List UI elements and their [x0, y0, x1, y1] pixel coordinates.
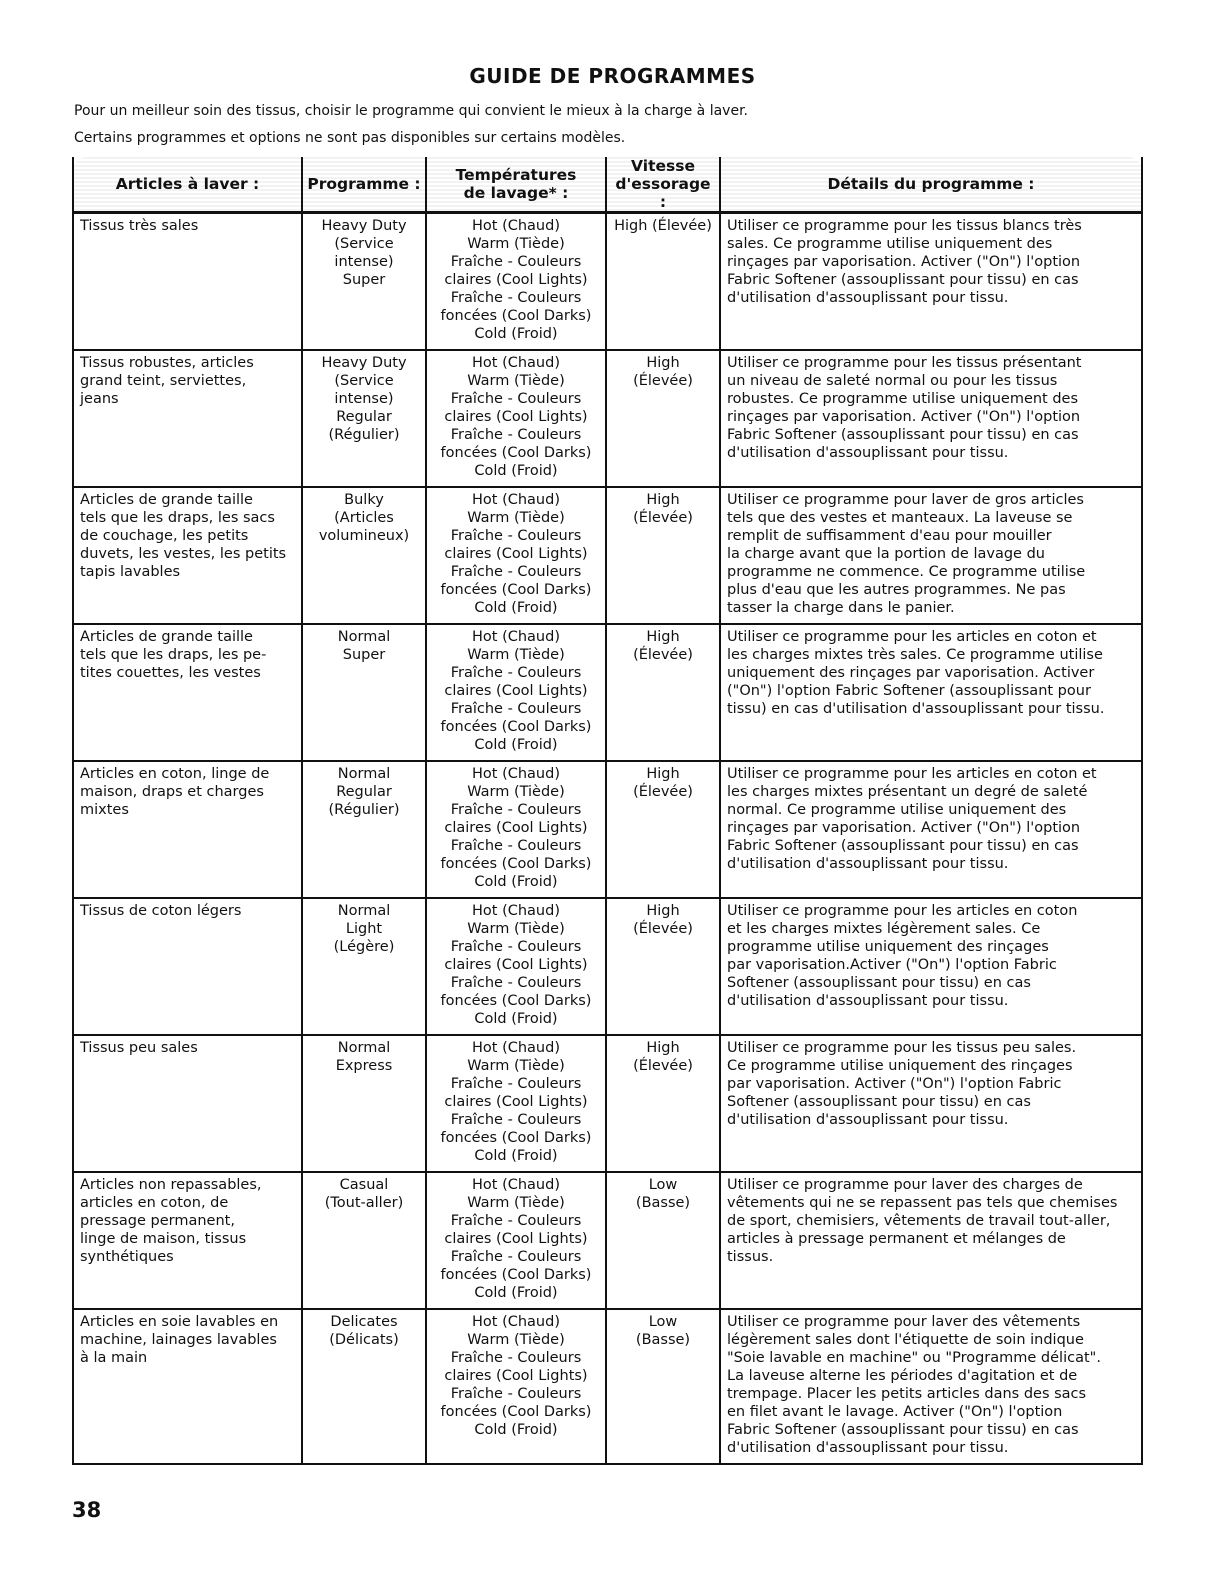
cell-details: Utiliser ce programme pour laver de gros articles tels que des vestes et manteaux. La laveuse se remplit de suffisamment d'eau pour mouiller la charge avant que la portion de lavage du programme ne commence. Ce programme utilise plus d'eau que les autres programmes. Ne pas tasser la charge dans le panier. [720, 487, 1142, 624]
cell-temperature: Hot (Chaud) Warm (Tiède) Fraîche - Couleurs claires (Cool Lights) Fraîche - Couleurs foncées (Cool Darks) Cold (Froid) [426, 350, 606, 487]
cell-details: Utiliser ce programme pour les articles en coton et les charges mixtes légèrement sales. Ce programme utilise uniquement des rinçages par vaporisation.Activer ("On") l'option Fabric Softener (assouplissant pour tissu) en cas d'utilisation d'assouplissant pour tissu. [720, 898, 1142, 1035]
cell-program: Normal Super [302, 624, 426, 761]
cell-program: Normal Regular (Régulier) [302, 761, 426, 898]
cell-program: Casual (Tout-aller) [302, 1172, 426, 1309]
table-row [73, 761, 1142, 898]
table-row [73, 1035, 1142, 1172]
cell-temperature: Hot (Chaud) Warm (Tiède) Fraîche - Couleurs claires (Cool Lights) Fraîche - Couleurs foncées (Cool Darks) Cold (Froid) [426, 898, 606, 1035]
cell-speed: Low (Basse) [606, 1309, 720, 1464]
cell-items: Articles de grande taille tels que les draps, les sacs de couchage, les petits duvets, les vestes, les petits tapis lavables [73, 487, 302, 624]
table-row [73, 1172, 1142, 1309]
table-row [73, 213, 1142, 351]
cell-items: Articles en soie lavables en machine, lainages lavables à la main [73, 1309, 302, 1464]
cell-temperature: Hot (Chaud) Warm (Tiède) Fraîche - Couleurs claires (Cool Lights) Fraîche - Couleurs foncées (Cool Darks) Cold (Froid) [426, 624, 606, 761]
cell-temperature: Hot (Chaud) Warm (Tiède) Fraîche - Couleurs claires (Cool Lights) Fraîche - Couleurs foncées (Cool Darks) Cold (Froid) [426, 1035, 606, 1172]
table-row [73, 624, 1142, 761]
cell-items: Tissus très sales [73, 213, 302, 351]
cell-program: Heavy Duty (Service intense) Regular (Régulier) [302, 350, 426, 487]
intro-text: Pour un meilleur soin des tissus, choisir le programme qui convient le mieux à la charge à laver. [74, 103, 748, 119]
program-guide-table [72, 157, 1143, 1465]
cell-temperature: Hot (Chaud) Warm (Tiède) Fraîche - Couleurs claires (Cool Lights) Fraîche - Couleurs foncées (Cool Darks) Cold (Froid) [426, 213, 606, 351]
cell-details: Utiliser ce programme pour les tissus présentant un niveau de saleté normal ou pour les tissus robustes. Ce programme utilise uniquement des rinçages par vaporisation. Activer ("On") l'option Fabric Softener (assouplissant pour tissu) en cas d'utilisation d'assouplissant pour tissu. [720, 350, 1142, 487]
cell-speed: High (Élevée) [606, 487, 720, 624]
header-speed: Vitesse d'essorage : [606, 157, 720, 213]
header-row [73, 157, 1142, 213]
cell-program: Heavy Duty (Service intense) Super [302, 213, 426, 351]
cell-speed: High (Élevée) [606, 624, 720, 761]
cell-speed: High (Élevée) [606, 898, 720, 1035]
cell-speed: High (Élevée) [606, 761, 720, 898]
header-items: Articles à laver : [73, 157, 302, 213]
cell-items: Articles non repassables, articles en coton, de pressage permanent, linge de maison, tissus synthétiques [73, 1172, 302, 1309]
cell-speed: Low (Basse) [606, 1172, 720, 1309]
cell-program: Bulky (Articles volumineux) [302, 487, 426, 624]
header-program: Programme : [302, 157, 426, 213]
cell-details: Utiliser ce programme pour les tissus peu sales. Ce programme utilise uniquement des rinçages par vaporisation. Activer ("On") l'option Fabric Softener (assouplissant pour tissu) en cas d'utilisation d'assouplissant pour tissu. [720, 1035, 1142, 1172]
table-header [73, 157, 1142, 213]
page-title: GUIDE DE PROGRAMMES [469, 64, 756, 88]
cell-temperature: Hot (Chaud) Warm (Tiède) Fraîche - Couleurs claires (Cool Lights) Fraîche - Couleurs foncées (Cool Darks) Cold (Froid) [426, 761, 606, 898]
cell-program: Normal Light (Légère) [302, 898, 426, 1035]
cell-items: Articles de grande taille tels que les draps, les pe- tites couettes, les vestes [73, 624, 302, 761]
cell-details: Utiliser ce programme pour laver des charges de vêtements qui ne se repassent pas tels que chemises de sport, chemisiers, vêtements de travail tout-aller, articles à pressage permanent et mélanges de tissus. [720, 1172, 1142, 1309]
cell-speed: High (Élevée) [606, 350, 720, 487]
cell-items: Articles en coton, linge de maison, draps et charges mixtes [73, 761, 302, 898]
page-number: 38 [72, 1498, 102, 1522]
cell-details: Utiliser ce programme pour les articles en coton et les charges mixtes présentant un degré de saleté normal. Ce programme utilise uniquement des rinçages par vaporisation. Activer ("On") l'option Fabric Softener (assouplissant pour tissu) en cas d'utilisation d'assouplissant pour tissu. [720, 761, 1142, 898]
table-body [73, 213, 1142, 1465]
cell-temperature: Hot (Chaud) Warm (Tiède) Fraîche - Couleurs claires (Cool Lights) Fraîche - Couleurs foncées (Cool Darks) Cold (Froid) [426, 1172, 606, 1309]
table-row [73, 487, 1142, 624]
cell-items: Tissus de coton légers [73, 898, 302, 1035]
cell-details: Utiliser ce programme pour les tissus blancs très sales. Ce programme utilise uniquement des rinçages par vaporisation. Activer ("On") l'option Fabric Softener (assouplissant pour tissu) en cas d'utilisation d'assouplissant pour tissu. [720, 213, 1142, 351]
cell-temperature: Hot (Chaud) Warm (Tiède) Fraîche - Couleurs claires (Cool Lights) Fraîche - Couleurs foncées (Cool Darks) Cold (Froid) [426, 1309, 606, 1464]
table-row [73, 1309, 1142, 1464]
availability-note: Certains programmes et options ne sont pas disponibles sur certains modèles. [74, 130, 626, 146]
cell-temperature: Hot (Chaud) Warm (Tiède) Fraîche - Couleurs claires (Cool Lights) Fraîche - Couleurs foncées (Cool Darks) Cold (Froid) [426, 487, 606, 624]
header-temperature: Températures de lavage* : [426, 157, 606, 213]
header-details: Détails du programme : [720, 157, 1142, 213]
cell-details: Utiliser ce programme pour laver des vêtements légèrement sales dont l'étiquette de soin indique "Soie lavable en machine" ou "Programme délicat". La laveuse alterne les périodes d'agitation et de trempage. Placer les petits articles dans des sacs en filet avant le lavage. Activer ("On") l'option Fabric Softener (assouplissant pour tissu) en cas d'utilisation d'assouplissant pour tissu. [720, 1309, 1142, 1464]
table-row [73, 350, 1142, 487]
cell-program: Delicates (Délicats) [302, 1309, 426, 1464]
cell-details: Utiliser ce programme pour les articles en coton et les charges mixtes très sales. Ce programme utilise uniquement des rinçages par vaporisation. Activer ("On") l'option Fabric Softener (assouplissant pour tissu) en cas d'utilisation d'assouplissant pour tissu. [720, 624, 1142, 761]
cell-speed: High (Élevée) [606, 213, 720, 351]
cell-items: Tissus robustes, articles grand teint, serviettes, jeans [73, 350, 302, 487]
table-row [73, 898, 1142, 1035]
cell-speed: High (Élevée) [606, 1035, 720, 1172]
cell-program: Normal Express [302, 1035, 426, 1172]
cell-items: Tissus peu sales [73, 1035, 302, 1172]
